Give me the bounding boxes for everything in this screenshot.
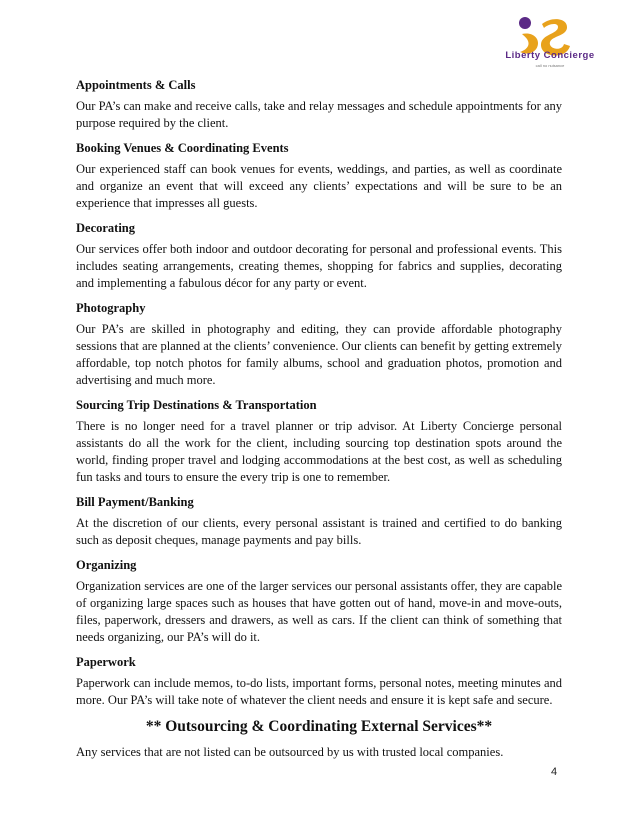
section-body: Organization services are one of the larger services our personal assistants offer, they are capable of organizing large spaces such as houses that have gotten out of hand, move-in and move-outs, files, paperwork, dressers and drawers, as well as cars. If the client can think of something that needs organizing, our PA’s will do it. bbox=[76, 579, 562, 644]
section-body: Our services offer both indoor and outdoor decorating for personal and professional events. This includes seating arrangements, creating themes, shopping for fabrics and supplies, decorating and implementing a fabulous décor for any party or event. bbox=[76, 242, 562, 290]
section-booking-venues bbox=[76, 141, 562, 212]
section-paperwork bbox=[76, 655, 562, 709]
section-heading: Photography bbox=[76, 301, 146, 315]
section-body: Our PA’s are skilled in photography and editing, they can provide affordable photography sessions that are planned at the clients’ convenience. Our clients can benefit by getting extremely affordable, top notch photos for family albums, school and graduation photos, promotion and advertising and much more. bbox=[76, 322, 562, 387]
logo-tagline: call no nuisance bbox=[535, 63, 565, 68]
page-content bbox=[76, 78, 562, 761]
outsourcing-title: ** Outsourcing & Coordinating External Services** bbox=[145, 718, 493, 735]
section-body: Our PA’s can make and receive calls, take and relay messages and schedule appointments for any purpose required by the client. bbox=[76, 99, 562, 130]
section-sourcing-trips bbox=[76, 398, 562, 486]
section-appointments bbox=[76, 78, 562, 132]
section-heading: Decorating bbox=[76, 221, 136, 235]
logo-name: Liberty Concierge bbox=[505, 50, 595, 61]
section-heading: Bill Payment/Banking bbox=[76, 495, 194, 509]
section-body: There is no longer need for a travel planner or trip advisor. At Liberty Concierge personal assistants do all the work for the client, including sourcing top destination spots around the world, finding proper travel and lodging accommodations at the best cost, as well as scheduling fun tasks and tours to ensure the every trip is one to remember. bbox=[76, 419, 562, 484]
section-body: Our experienced staff can book venues for events, weddings, and parties, as well as coordinate and organize an event that will exceed any clients’ expectations and will be sure to be an experience that impresses all guests. bbox=[76, 162, 562, 210]
liberty-concierge-logo-icon bbox=[494, 12, 602, 70]
section-heading: Appointments & Calls bbox=[76, 78, 196, 92]
section-organizing bbox=[76, 558, 562, 646]
section-heading: Sourcing Trip Destinations & Transportation bbox=[76, 398, 317, 412]
outsourcing-body: Any services that are not listed can be outsourced by us with trusted local companies. bbox=[76, 745, 504, 759]
section-photography bbox=[76, 301, 562, 389]
section-bill-payment bbox=[76, 495, 562, 549]
section-heading: Booking Venues & Coordinating Events bbox=[76, 141, 289, 155]
page-number: 4 bbox=[551, 766, 558, 778]
section-heading: Paperwork bbox=[76, 655, 136, 669]
section-decorating bbox=[76, 221, 562, 292]
section-body: Paperwork can include memos, to-do lists, important forms, personal notes, meeting minutes and more. Our PA’s will take note of whatever the client needs and ensure it is kept safe and secure. bbox=[76, 676, 562, 707]
section-body: At the discretion of our clients, every personal assistant is trained and certified to do banking such as deposit cheques, manage payments and pay bills. bbox=[76, 516, 562, 547]
section-heading: Organizing bbox=[76, 558, 137, 572]
